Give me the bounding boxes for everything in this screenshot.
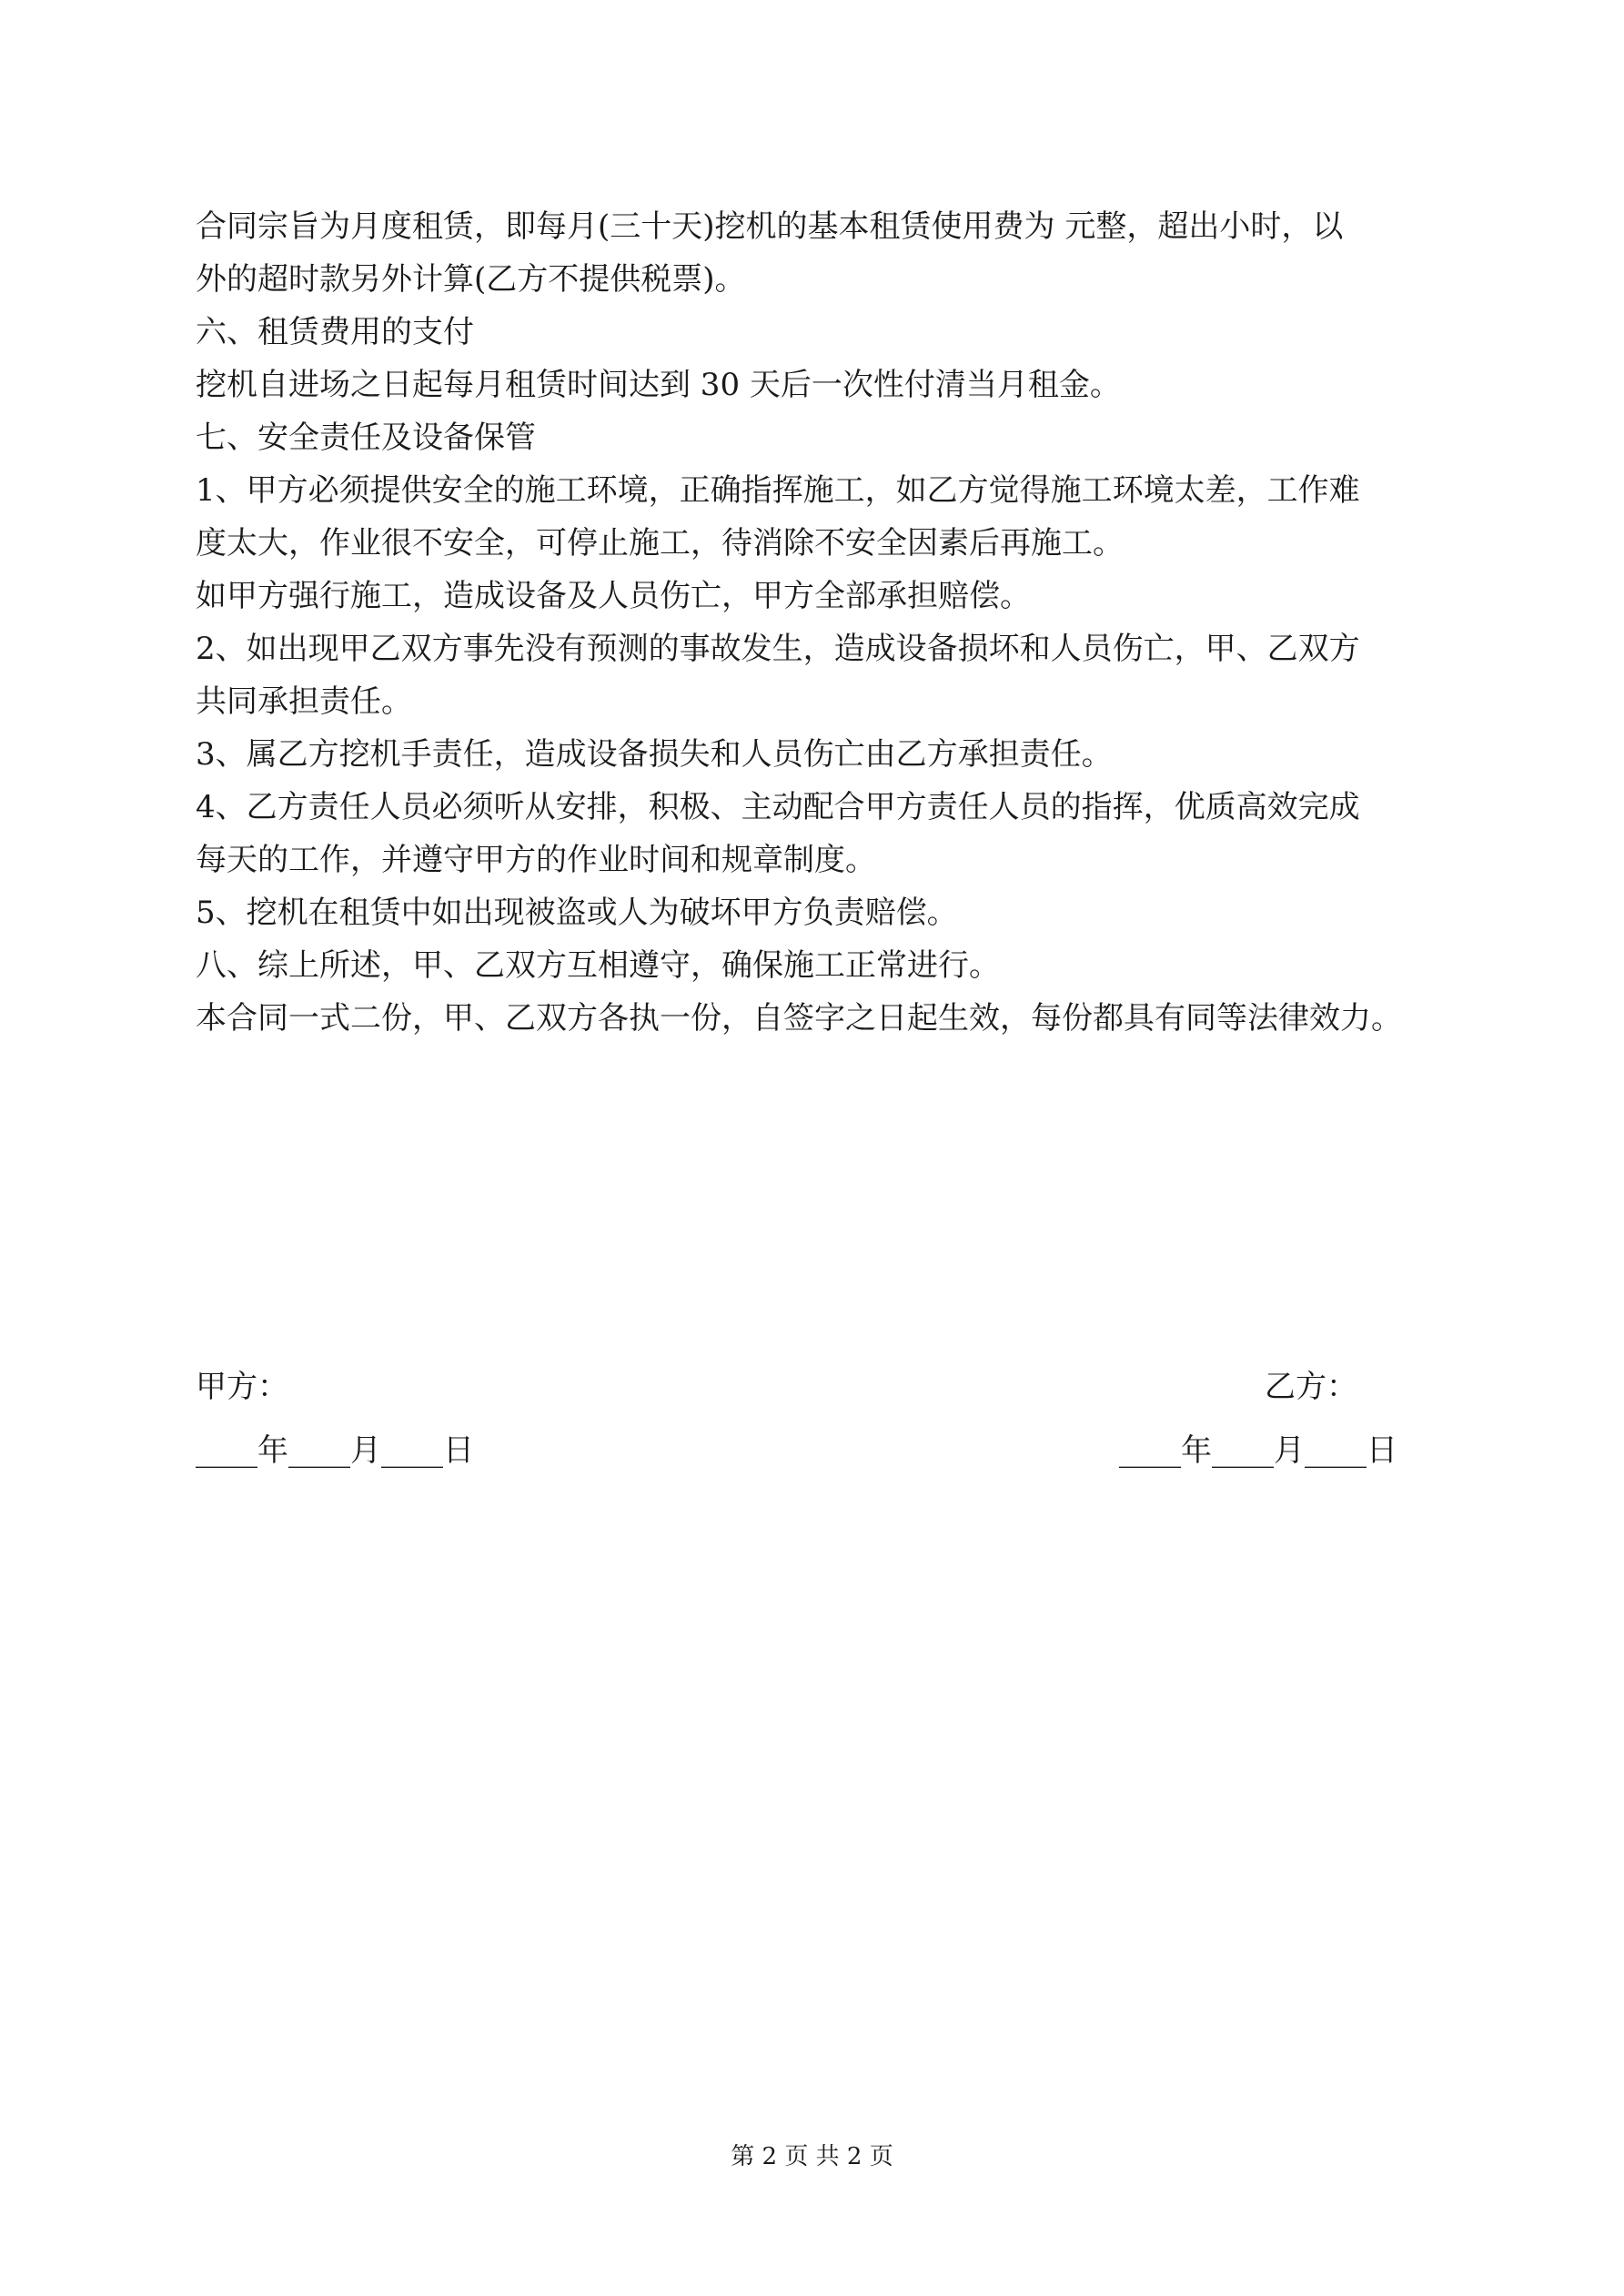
- paragraph-line: 共同承担责任。: [196, 683, 412, 720]
- party-a-label: 甲方：: [196, 1369, 288, 1405]
- section-heading: 六、租赁费用的支付: [196, 314, 474, 350]
- paragraph-line: 1、甲方必须提供安全的施工环境，正确指挥施工，如乙方觉得施工环境太差，工作难: [196, 472, 1360, 509]
- paragraph-line: 3、属乙方挖机手责任，造成设备损失和人员伤亡由乙方承担责任。: [196, 736, 1113, 773]
- paragraph-line: 4、乙方责任人员必须听从安排，积极、主动配合甲方责任人员的指挥，优质高效完成: [196, 789, 1360, 825]
- party-a-date: ____年____月____日: [196, 1432, 474, 1469]
- section-heading: 七、安全责任及设备保管: [196, 420, 536, 456]
- paragraph-line: 本合同一式二份，甲、乙双方各执一份，自签字之日起生效，每份都具有同等法律效力。: [196, 1000, 1402, 1037]
- paragraph-line: 如甲方强行施工，造成设备及人员伤亡，甲方全部承担赔偿。: [196, 578, 1031, 614]
- section-heading: 八、综上所述，甲、乙双方互相遵守，确保施工正常进行。: [196, 947, 1000, 984]
- paragraph-line: 外的超时款另外计算(乙方不提供税票)。: [196, 261, 746, 298]
- party-b-label: 乙方：: [1265, 1369, 1357, 1405]
- paragraph-line: 每天的工作，并遵守甲方的作业时间和规章制度。: [196, 842, 876, 878]
- paragraph-line: 5、挖机在租赁中如出现被盗或人为破坏甲方负责赔偿。: [196, 895, 958, 931]
- paragraph-line: 2、如出现甲乙双方事先没有预测的事故发生，造成设备损坏和人员伤亡，甲、乙双方: [196, 631, 1360, 667]
- paragraph-line: 合同宗旨为月度租赁，即每月(三十天)挖机的基本租赁使用费为 元整，超出小时，以: [196, 208, 1344, 245]
- page-footer: 第 2 页 共 2 页: [731, 2143, 893, 2170]
- contract-body: [196, 200, 1451, 1045]
- paragraph-line: 度太大，作业很不安全，可停止施工，待消除不安全因素后再施工。: [196, 525, 1124, 561]
- party-b-date: ____年____月____日: [1119, 1432, 1397, 1469]
- paragraph-line: 挖机自进场之日起每月租赁时间达到 30 天后一次性付清当月租金。: [196, 367, 1121, 403]
